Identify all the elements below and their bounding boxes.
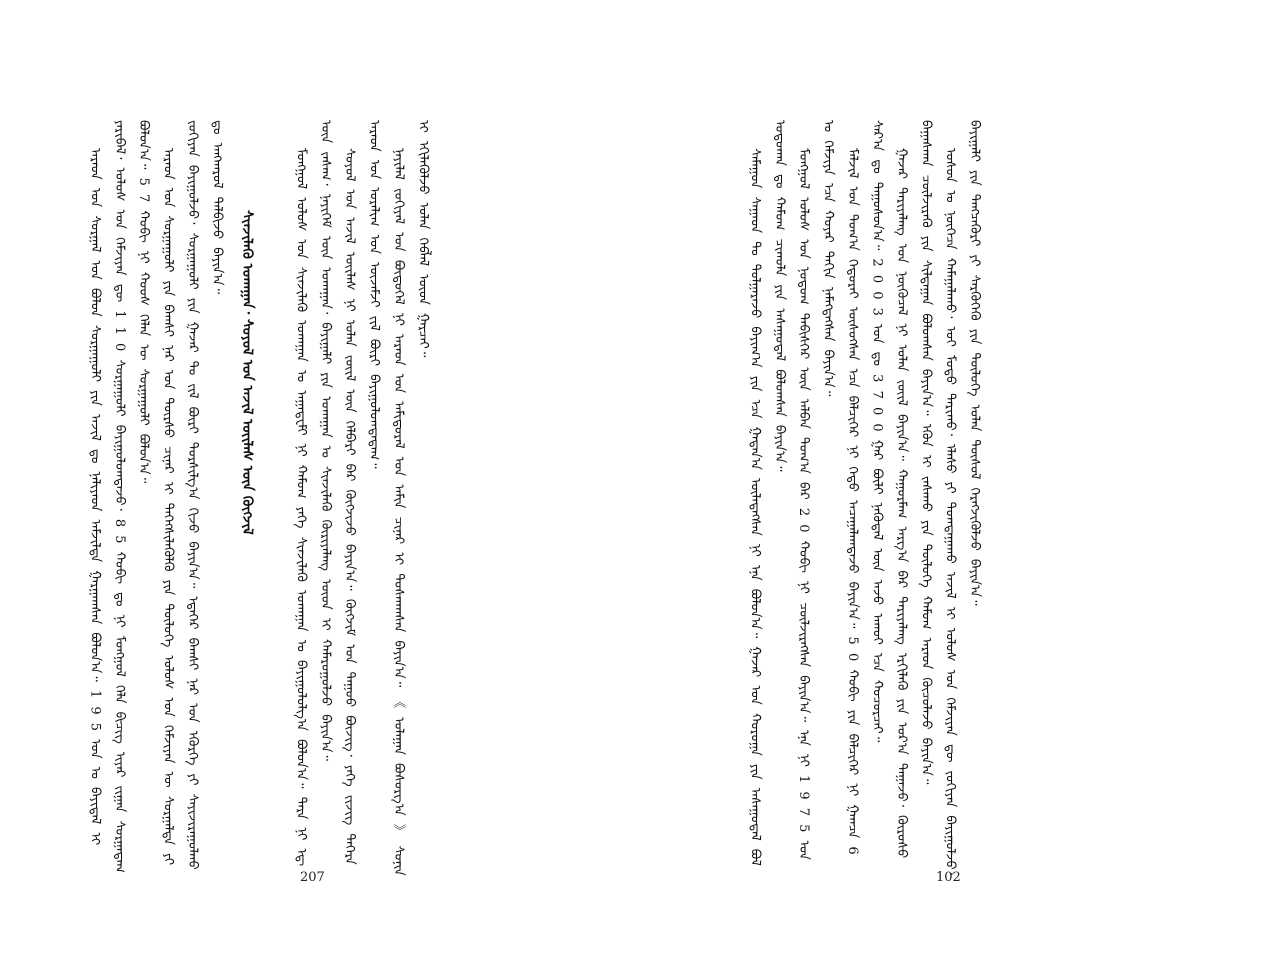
paragraph: ᠠᠷᠠᠳ ᠤᠨ ᠰᠤᠷᠭᠠᠭᠤᠯᠢ ᠶᠢᠨ ᠪᠠᠭᠰᠢ ᠨᠠᠷ ᠤᠨ ᠳᠦᠷᠰᠦ ᠴᠢᠨᠠᠷ ᠢ ᠳᠡᠭᠡᠭᠰᠢᠯᠡᠭᠦᠯᠬᠦ ᠶᠢᠨ ᠲᠥᠯᠦᠭᠡ ᠤᠯᠤᠰ ᠤᠨ ᠬᠡᠮᠵᠢᠶᠡᠨ ᠦ ᠰᠤᠷᠭᠠᠯᠲᠠ ᠶᠢ ᠵᠣᠬᠢᠶᠠᠨ ᠪᠠᠶᠢᠭᠤᠯᠵᠤ᠂ ᠰᠤᠷᠭᠠᠭᠤᠯᠢ ᠶᠢᠨ ᠭᠠᠵᠠᠷ ᠲᠤ ᠵᠢᠯ ᠪᠦᠷᠢ ᠲᠤᠷᠰᠢᠯᠭ᠎ᠠ ᠬᠢᠵᠦ ᠪᠠᠶᠢᠨ᠎ᠠ᠃ ᠡᠳᠡᠭᠡᠷ ᠪᠠᠭᠰᠢ ᠨᠠᠷ ᠤᠨ ᠡᠭᠦᠷᠭᠡ ᠶᠢ ᠰᠠᠶᠢᠵᠢᠷᠠᠭᠤᠯᠬᠤ ᠳᠤ ᠠᠩᠬᠠᠷᠤᠯ ᠲᠠᠯᠪᠢᠵᠤ ᠪᠠᠶᠢᠨ᠎ᠠ᠃ — [160, 120, 225, 870]
paragraph: ᠤᠰᠤᠨ ᠤ ᠨᠥᠭᠡᠴᠡ ᠬᠠᠮᠠᠭᠠᠯᠠᠬᠤ᠂ ᠣᠢ ᠮᠣᠳᠤ ᠲᠠᠷᠢᠬᠤ᠂ ᠡᠯᠡᠰᠦ ᠶᠢ ᠲᠣᠭᠲᠠᠭᠠᠬᠤ ᠠᠵᠢᠯ ᠢ ᠤᠯᠤᠰ ᠤᠨ ᠬᠡᠮᠵᠢᠶᠡᠨ ᠳᠦ ᠵᠣᠬᠢᠶᠠᠨ ᠪᠠᠶᠢᠭᠤᠯᠵᠤ᠂ ᠪᠠᠶᠢᠭᠠᠯᠢ ᠶᠢᠨ ᠲᠡᠩᠴᠡᠭᠦᠷᠢ ᠶᠢ ᠰᠡᠷᠭᠦᠭᠡᠬᠦ ᠶᠢᠨ ᠲᠥᠯᠦᠭᠡ ᠣᠯᠠᠨ ᠲᠥᠰᠦᠯ ᠬᠡᠷᠡᠭᠵᠢᠭᠦᠯᠵᠦ ᠪᠠᠶᠢᠨ᠎ᠠ᠃ — [942, 120, 983, 875]
left-page-text-before-heading — [82, 120, 232, 880]
left-page — [60, 0, 560, 978]
section-heading: ᠰᠢᠨᠵᠢᠯᠡᠬᠦ ᠤᠬᠠᠭᠠᠨ᠂ ᠰᠣᠶᠣᠯ ᠤᠨ ᠠᠵᠢᠯ ᠦᠢᠯᠡᠰ ᠦᠨ ᠬᠦᠭᠵᠢᠯ — [239, 210, 255, 535]
paragraph: ᠰᠠᠮᠠᠭᠤᠨ ᠰᠠᠭᠠᠳ ᠲᠤ ᠲᠤᠯᠭᠠᠷᠠᠵᠤ ᠪᠠᠶᠢᠭ᠎ᠠ ᠶᠢᠨ ᠡᠴᠡ ᠭᠠᠳᠠᠨ᠎ᠠ ᠦᠯᠡᠳᠡᠭᠰᠡᠨ ᠨᠢ ᠡᠨᠡ ᠪᠣᠯᠤᠨ᠎ᠠ᠃ ᠭᠠᠵᠠᠷ ᠤᠨ ᠬᠣᠷᠣᠭᠠ ᠶᠢᠨ ᠠᠰᠠᠭᠤᠳᠠᠯ ᠪᠣᠯ ᠣᠳᠣᠬᠠᠨ ᠳᠤ ᠬᠠᠮᠤᠭ ᠴᠢᠬᠤᠯᠠ ᠶᠢᠨ ᠠᠰᠠᠭᠤᠳᠠᠯ ᠪᠣᠯᠤᠭᠰᠠᠨ ᠪᠠᠶᠢᠨ᠎ᠠ᠃ — [747, 120, 787, 866]
paragraph: ᠭᠠᠵᠠᠷ ᠲᠠᠷᠢᠶᠠᠯᠠᠩ ᠤᠨ ᠨᠥᠭᠦᠴᠡᠯ ᠨᠢ ᠣᠯᠠᠨ ᠵᠦᠢᠯ ᠪᠠᠶᠢᠨ᠎ᠠ᠃ ᠬᠠᠭᠤᠷᠮᠠᠭ ᠠᠷᠭ᠎ᠠ ᠪᠠᠷ ᠲᠠᠷᠢᠶᠠᠯᠠᠩ ᠡᠷᠬᠢᠯᠡᠬᠦ ᠶᠢᠨ ᠤᠷ᠎ᠠ ᠳᠠᠭᠠᠵᠤ᠂ ᠬᠥᠷᠥᠰᠦ ᠪᠠᠭᠠᠰᠬᠠᠨ ᠴᠥᠯᠵᠢᠷᠡᠬᠦ ᠶᠢᠨ ᠰᠢᠯᠳᠠᠭᠠᠨ ᠪᠣᠯᠤᠭᠰᠠᠨ ᠪᠠᠶᠢᠨ᠎ᠠ᠃ ᠡᠭᠦᠨ ᠢ ᠵᠠᠰᠠᠬᠤ ᠶᠢᠨ ᠲᠥᠯᠦᠭᠡ ᠬᠠᠮᠤᠭ ᠠᠷᠠᠳ ᠬᠦᠴᠦᠯᠡᠵᠦ ᠪᠠᠶᠢᠨ᠎ᠠ᠃ — [893, 120, 934, 859]
paragraph: ᠰᠣᠶᠣᠯ ᠤᠨ ᠠᠵᠢᠯ ᠦᠢᠯᠡᠰ ᠨᠢ ᠣᠯᠠᠨ ᠵᠦᠢᠯ ᠦᠨ ᠬᠡᠯᠪᠡᠷᠢ ᠪᠡᠷ ᠬᠦᠭᠵᠢᠵᠦ ᠪᠠᠶᠢᠨ᠎ᠠ᠃ ᠬᠥᠭᠵᠢᠮ ᠤᠨ ᠳᠠᠭᠤᠤ ᠪᠦᠵᠢᠭ᠂ ᠶᠡᠬᠡ ᠵᠢᠵᠢᠭ ᠳᠡᠭᠡᠷᠡ ᠠᠷᠠᠳ ᠤᠨ ᠤᠷᠠᠯᠢᠭ ᠤᠨ ᠦᠵᠡᠮᠵᠢ ᠵᠢᠯ ᠪᠦᠷᠢ ᠪᠠᠶᠢᠭᠤᠯᠤᠭᠳᠠᠳᠠᠭ᠃ — [342, 120, 382, 865]
page-number: 102 — [936, 870, 961, 885]
left-page-text-after-heading — [288, 120, 538, 880]
paragraph: ᠮᠠᠯᠵᠢᠯ ᠤᠨ ᠲᠣᠭ᠎ᠠ ᠬᠡᠲᠦᠷᠡᠢ ᠥᠰᠦᠭᠰᠡᠨ ᠡᠴᠡ ᠪᠡᠯᠴᠢᠭᠡᠷ ᠨᠢ ᠬᠡᠲᠦ ᠠᠴᠠᠭᠠᠯᠠᠭᠳᠠᠵᠤ ᠪᠠᠶᠢᠨ᠎ᠠ᠃ 5 0 ᠬᠤᠪᠢ ᠶᠢᠨ ᠪᠡᠯᠴᠢᠭᠡᠷ ᠨᠢ ᠭᠠᠭᠴᠠ 6 ᠰᠠᠷ᠎ᠠ ᠳᠤ ᠳᠠᠭᠤᠰᠤᠨ᠎ᠠ᠃ 2 0 0 3 ᠣᠨ ᠳᠤ 3 7 0 0 ᠭᠠᠷ ᠪᠦᠯᠢ ᠨᠡᠬᠦᠳᠡᠯ ᠦᠨ ᠠᠵᠤ ᠠᠬᠤᠢ ᠡᠴᠡ ᠬᠣᠴᠣᠷᠴᠠᠢ᠃ — [845, 120, 885, 855]
right-page — [700, 0, 1210, 978]
right-page-text — [742, 120, 1202, 880]
paragraph: ᠮᠣᠩᠭᠣᠯ ᠤᠯᠤᠰ ᠤᠨ ᠰᠢᠨᠵᠢᠯᠡᠬᠦ ᠤᠬᠠᠭᠠᠨ ᠤ ᠠᠭᠠᠳᠧᠮᠢ ᠨᠢ ᠬᠠᠮᠤᠭ ᠶᠡᠬᠡ ᠰᠢᠨᠵᠢᠯᠡᠬᠦ ᠤᠬᠠᠭᠠᠨ ᠤ ᠪᠠᠶᠢᠭᠤᠯᠤᠯᠭ᠎ᠠ ᠪᠣᠯᠤᠨ᠎ᠠ᠃ ᠲᠡᠷᠡ ᠨᠢ ᠡᠳ᠋ ᠦᠨ ᠵᠠᠰᠠᠭ᠂ ᠨᠡᠶᠢᠭᠡᠮ ᠦᠨ ᠤᠬᠠᠭᠠᠨ᠂ ᠪᠠᠶᠢᠭᠠᠯᠢ ᠶᠢᠨ ᠤᠬᠠᠭᠠᠨ ᠤ ᠰᠢᠨᠵᠢᠯᠡᠬᠦ ᠬᠦᠷᠢᠶᠡᠯᠡᠩ ᠦᠳ ᠢ ᠬᠠᠮᠠᠷᠤᠭᠤᠯᠵᠤ ᠪᠠᠶᠢᠨ᠎ᠠ᠃ — [293, 120, 333, 867]
paragraph: ᠮᠣᠩᠭᠣᠯ ᠤᠯᠤᠰ ᠤᠨ ᠨᠤᠲᠤᠭ ᠳᠡᠪᠢᠰᠬᠡᠷ ᠦᠨ ᠠᠯᠪᠠᠨ ᠲᠣᠭ᠎ᠠ ᠪᠡᠷ 2 0 ᠬᠤᠪᠢ ᠨᠢ ᠴᠥᠯᠵᠢᠷᠡᠭᠰᠡᠨ ᠪᠠᠶᠢᠨ᠎ᠠ᠃ ᠡᠨᠡ ᠨᠢ 1 9 7 5 ᠣᠨ ᠤ ᠬᠡᠮᠵᠢᠶᠡ ᠡᠴᠡ ᠬᠣᠶᠠᠷ ᠳᠠᠬᠢᠨ ᠨᠡᠮᠡᠭᠳᠡᠭᠰᠡᠨ ᠪᠠᠶᠢᠨ᠎ᠠ᠃ — [796, 120, 836, 860]
paragraph — [228, 120, 232, 880]
paragraph: ᠨᠡᠶᠢᠯᠡᠯ ᠵᠣᠬᠢᠶᠠᠯ ᠤᠨ ᠪᠦᠲᠦᠭᠡᠯ ᠨᠢ ᠠᠷᠠᠳ ᠤᠨ ᠠᠮᠢᠳᠤᠷᠠᠯ ᠤᠨ ᠠᠮᠢᠨ ᠴᠢᠨᠠᠷ ᠢ ᠲᠤᠰᠬᠠᠭᠰᠠᠨ ᠪᠠᠶᠢᠨ᠎ᠠ᠃ 《 ᠤᠯᠠᠭᠠᠨ ᠪᠤᠰᠤᠷᠭ᠎ᠠ 》 ᠰᠣᠨᠢᠨ ᠢ ᠡᠬᠢᠯᠡᠭᠦᠯᠵᠦ ᠣᠯᠠᠨ ᠬᠡᠪᠯᠡᠯ ᠦᠳ ᠭᠠᠷᠴᠠᠢ᠃ — [391, 120, 431, 876]
paragraph: ᠠᠷᠠᠳ ᠤᠨ ᠰᠤᠷᠭᠠᠯ ᠤᠨ ᠪᠤᠯᠤᠨ ᠰᠤᠷᠭᠠᠭᠤᠯᠢ ᠶᠢᠨ ᠠᠵᠢᠯ ᠳᠤ ᠨᠡᠯᠢᠶᠡᠳ ᠠᠮᠵᠢᠯᠲᠠ ᠭᠠᠷᠭᠠᠭᠰᠠᠨ ᠪᠣᠯᠤᠨ᠎ᠠ᠃ 1 9 5 ᠣᠨ ᠤ ᠪᠠᠶᠢᠳᠠᠯ ᠢ ᠶᠠᠷᠢᠪᠠᠯ᠂ ᠤᠯᠤᠰ ᠤᠨ ᠬᠡᠮᠵᠢᠶᠡᠨ ᠳᠦ 1 1 0 ᠰᠤᠷᠭᠠᠭᠤᠯᠢ ᠪᠠᠶᠢᠭᠤᠯᠤᠭᠳᠠᠵᠤ᠂ 8 5 ᠬᠤᠪᠢ ᠳᠤ ᠨᠢ ᠮᠣᠩᠭᠣᠯ ᠬᠡᠯᠡ ᠪᠢᠴᠢᠭ ᠢᠶᠡᠷ ᠵᠢᠭᠠᠨ ᠰᠤᠷᠭᠠᠳᠠᠭ ᠪᠣᠯᠤᠨ᠎ᠠ᠃ 5 7 ᠬᠤᠪᠢ ᠨᠢ ᠬᠣᠣᠰ ᠬᠡᠯᠡᠨ ᠦ ᠰᠤᠷᠭᠠᠭᠤᠯᠢ ᠪᠣᠯᠤᠨ᠎ᠠ᠃ — [87, 120, 152, 873]
page-number: 207 — [300, 870, 325, 885]
